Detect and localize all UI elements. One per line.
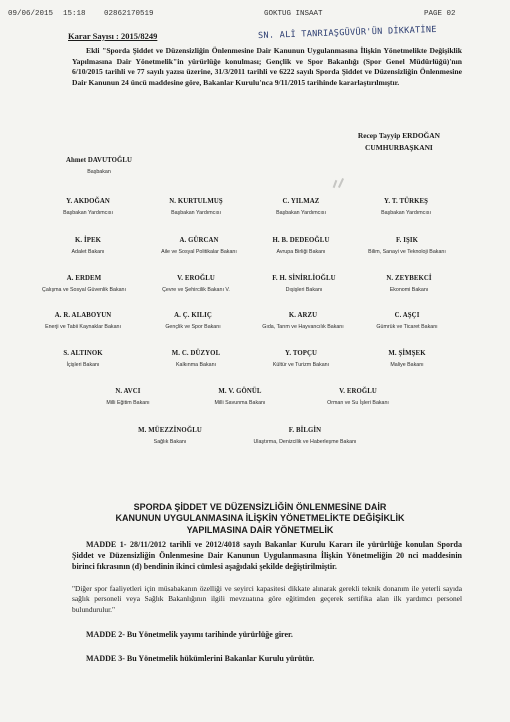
signatory-19	[241, 350, 361, 368]
scan-mark	[333, 180, 338, 188]
signatory-name: F. H. SİNİRLİOĞLU	[272, 275, 336, 282]
signatory-name: K. İPEK	[74, 237, 101, 244]
heading-line: SPORDA ŞİDDET VE DÜZENSİZLİĞİN ÖNLENMESİNE DAİR	[133, 502, 387, 512]
signatory-title: Aile ve Sosyal Politikalar Bakanı	[161, 249, 237, 255]
signatory-title: Dışişleri Bakanı	[285, 287, 323, 293]
heading-line: YAPILMASINA DAİR YÖNETMELİK	[186, 524, 334, 535]
signatory-name: N. AVCI	[115, 388, 141, 395]
signatory-title: Başbakan Yardımcısı	[381, 210, 431, 216]
president-title: CUMHURBAŞKANI	[365, 143, 433, 152]
president-name: Recep Tayyip ERDOĞAN	[357, 131, 440, 140]
scan-mark	[338, 178, 344, 188]
fax-sender: GOKTUG INSAAT	[264, 10, 323, 18]
signatory-name: A. GÜRCAN	[179, 237, 219, 244]
fax-date: 09/06/2015	[8, 10, 54, 18]
signatory-7	[241, 237, 361, 255]
signatory-18	[136, 350, 256, 368]
decision-number: Karar Sayısı : 2015/8249	[68, 31, 158, 41]
fax-time: 15:18	[63, 10, 86, 18]
signatory-name: A. R. ALABOYUN	[54, 312, 112, 319]
signatory-title: Başbakan Yardımcısı	[171, 210, 221, 216]
signatory-title: Milli Eğitim Bakanı	[106, 400, 150, 406]
signatory-title: Maliye Bakanı	[390, 362, 424, 368]
signatory-name: V. EROĞLU	[177, 275, 215, 282]
decision-intro: Ekli "Sporda Şiddet ve Düzensizliğin Önlenmesine Dair Kanunun Uygulanmasına İlişkin Yönetmelikte Değişiklik Yapılmasına Dair Yönetmelik"in yürürlüğe konulması; Gençlik ve Spor Bakanlığı (Spor Genel Müdürlüğü)'nın 6/10/2015 tarihli ve 77 sayılı yazısı üzerine, 31/3/2011 tarihli ve 6222 sayılı Sporda Şiddet ve Düzensizliğin Önlenmesine Dair Kanunun 24 üncü maddesine göre, Bakanlar Kurulu'nca 9/11/2015 tarihinde kararlaştırılmıştır.	[72, 46, 462, 87]
signatory-10	[136, 275, 256, 293]
signatory-22	[180, 388, 300, 406]
signatory-title: Başbakan Yardımcısı	[276, 210, 326, 216]
signatory-1	[28, 198, 148, 216]
signatory-title: Enerji ve Tabii Kaynaklar Bakanı	[45, 324, 121, 330]
fax-page: PAGE 02	[424, 10, 456, 18]
madde-3-label: MADDE 3-	[86, 654, 125, 663]
signatory-title: Kültür ve Turizm Bakanı	[272, 362, 330, 368]
madde-1	[72, 540, 462, 572]
madde-2	[72, 630, 462, 641]
signatory-title: Gümrük ve Ticaret Bakanı	[376, 324, 438, 330]
signatory-24	[110, 427, 230, 445]
signatory-2	[136, 198, 256, 216]
signatory-23	[298, 388, 418, 406]
signatory-3	[241, 198, 361, 216]
signatory-title: Adalet Bakanı	[71, 249, 105, 255]
signatory-title: Gençlik ve Spor Bakanı	[165, 324, 221, 330]
madde-1-label: MADDE 1-	[86, 540, 127, 549]
signatory-name: F. BİLGİN	[288, 427, 322, 434]
signatory-13	[23, 312, 143, 330]
signatory-name: M. V. GÖNÜL	[218, 388, 262, 395]
signatory-name: A. ERDEM	[66, 275, 102, 282]
signatory-name: K. ARZU	[288, 312, 318, 319]
signatory-title: Gıda, Tarım ve Hayvancılık Bakanı	[262, 324, 344, 330]
signatory-17	[23, 350, 143, 368]
signatory-name: N. KURTULMUŞ	[169, 198, 223, 205]
signatory-name: Y. T. TÜRKEŞ	[383, 198, 428, 205]
signatory-name: Y. TOPÇU	[284, 350, 318, 357]
fax-phone: 02862170519	[104, 10, 154, 18]
signatory-name: C. YILMAZ	[282, 198, 320, 205]
signatory-title: Başbakan	[87, 169, 111, 175]
madde-1-quote: "Diğer spor faaliyetleri için müsabakanın özelliği ve seyirci kapasitesi dikkate alınarak gerekli teknik donanım ile yeterli sayıda sağlık personeli veya Sağlık Bakanlığının ilgili mevzuatına göre eğitimden geçerek sertifika alan ilk yardımcı personel bulundurulur."	[72, 584, 462, 614]
madde-1-text: 28/11/2012 tarihli ve 2012/4018 sayılı Bakanlar Kurulu Kararı ile yürürlüğe konulan Sporda Şiddet ve Düzensizliğin Önlenmesine Dair Kanunun Uygulanmasına İlişkin Yönetmeliğin 20 nci maddesinin birinci fıkrasının (d) bendinin ikinci cümlesi aşağıdaki şekilde değiştirilmiştir.	[72, 540, 462, 571]
signatory-title: Ulaştırma, Denizcilik ve Haberleşme Bakanı	[253, 439, 357, 445]
signatory-8	[347, 237, 467, 255]
signatory-name: V. EROĞLU	[339, 388, 377, 395]
signatory-title: Orman ve Su İşleri Bakanı	[327, 400, 389, 406]
signatory-21	[68, 388, 188, 406]
signatory-title: İçişleri Bakanı	[66, 362, 100, 368]
signatory-title: Bilim, Sanayi ve Teknoloji Bakanı	[368, 249, 446, 255]
signatory-name: M. ŞİMŞEK	[388, 350, 426, 357]
signatory-5	[28, 237, 148, 255]
regulation-heading	[60, 502, 460, 536]
signatory-20	[347, 350, 467, 368]
signatory-name: A. Ç. KILIÇ	[174, 312, 212, 319]
signatory-title: Milli Savunma Bakanı	[214, 400, 266, 406]
signatory-name: S. ALTINOK	[63, 350, 103, 357]
signatory-title: Kalkınma Bakanı	[175, 362, 217, 368]
signatory-name: C. AŞÇI	[394, 312, 420, 319]
signatory-14	[133, 312, 253, 330]
president-signature	[358, 131, 440, 152]
signatory-name: Y. AKDOĞAN	[66, 198, 110, 205]
signatory-25	[245, 427, 365, 445]
signatory-name: N. ZEYBEKCİ	[386, 275, 432, 282]
signatory-9	[24, 275, 144, 293]
signatory-name: M. MÜEZZİNOĞLU	[138, 427, 202, 434]
madde-2-label: MADDE 2-	[86, 630, 125, 639]
madde-3-text: Bu Yönetmelik hükümlerini Bakanlar Kurulu yürütür.	[124, 654, 315, 663]
signatory-4	[346, 198, 466, 216]
heading-line: KANUNUN UYGULANMASINA İLİŞKİN YÖNETMELİKTE DEĞİŞİKLİK	[115, 513, 405, 524]
signatory-0	[39, 157, 159, 175]
signatory-name: M. C. DÜZYOL	[171, 350, 221, 357]
signatory-16	[347, 312, 467, 330]
signatory-name: Ahmet DAVUTOĞLU	[65, 157, 132, 164]
signatory-12	[349, 275, 469, 293]
signatory-title: Ekonomi Bakanı	[389, 287, 429, 293]
madde-3	[72, 654, 462, 665]
signatory-name: H. B. DEDEOĞLU	[272, 237, 330, 244]
handwritten-note: SN. ALİ TANRIAŞGÜVÜR'ÜN DİKKATİNE	[257, 24, 437, 42]
signatory-title: Çevre ve Şehircilik Bakanı V.	[162, 287, 230, 293]
madde-2-text: Bu Yönetmelik yayımı tarihinde yürürlüğe girer.	[124, 630, 293, 639]
signatory-title: Sağlık Bakanı	[153, 439, 187, 445]
signatory-name: F. IŞIK	[396, 237, 418, 244]
signatory-11	[244, 275, 364, 293]
signatory-15	[243, 312, 363, 330]
signatory-title: Avrupa Birliği Bakanı	[276, 249, 326, 255]
signatory-title: Başbakan Yardımcısı	[63, 210, 113, 216]
signatory-title: Çalışma ve Sosyal Güvenlik Bakanı	[42, 287, 126, 293]
